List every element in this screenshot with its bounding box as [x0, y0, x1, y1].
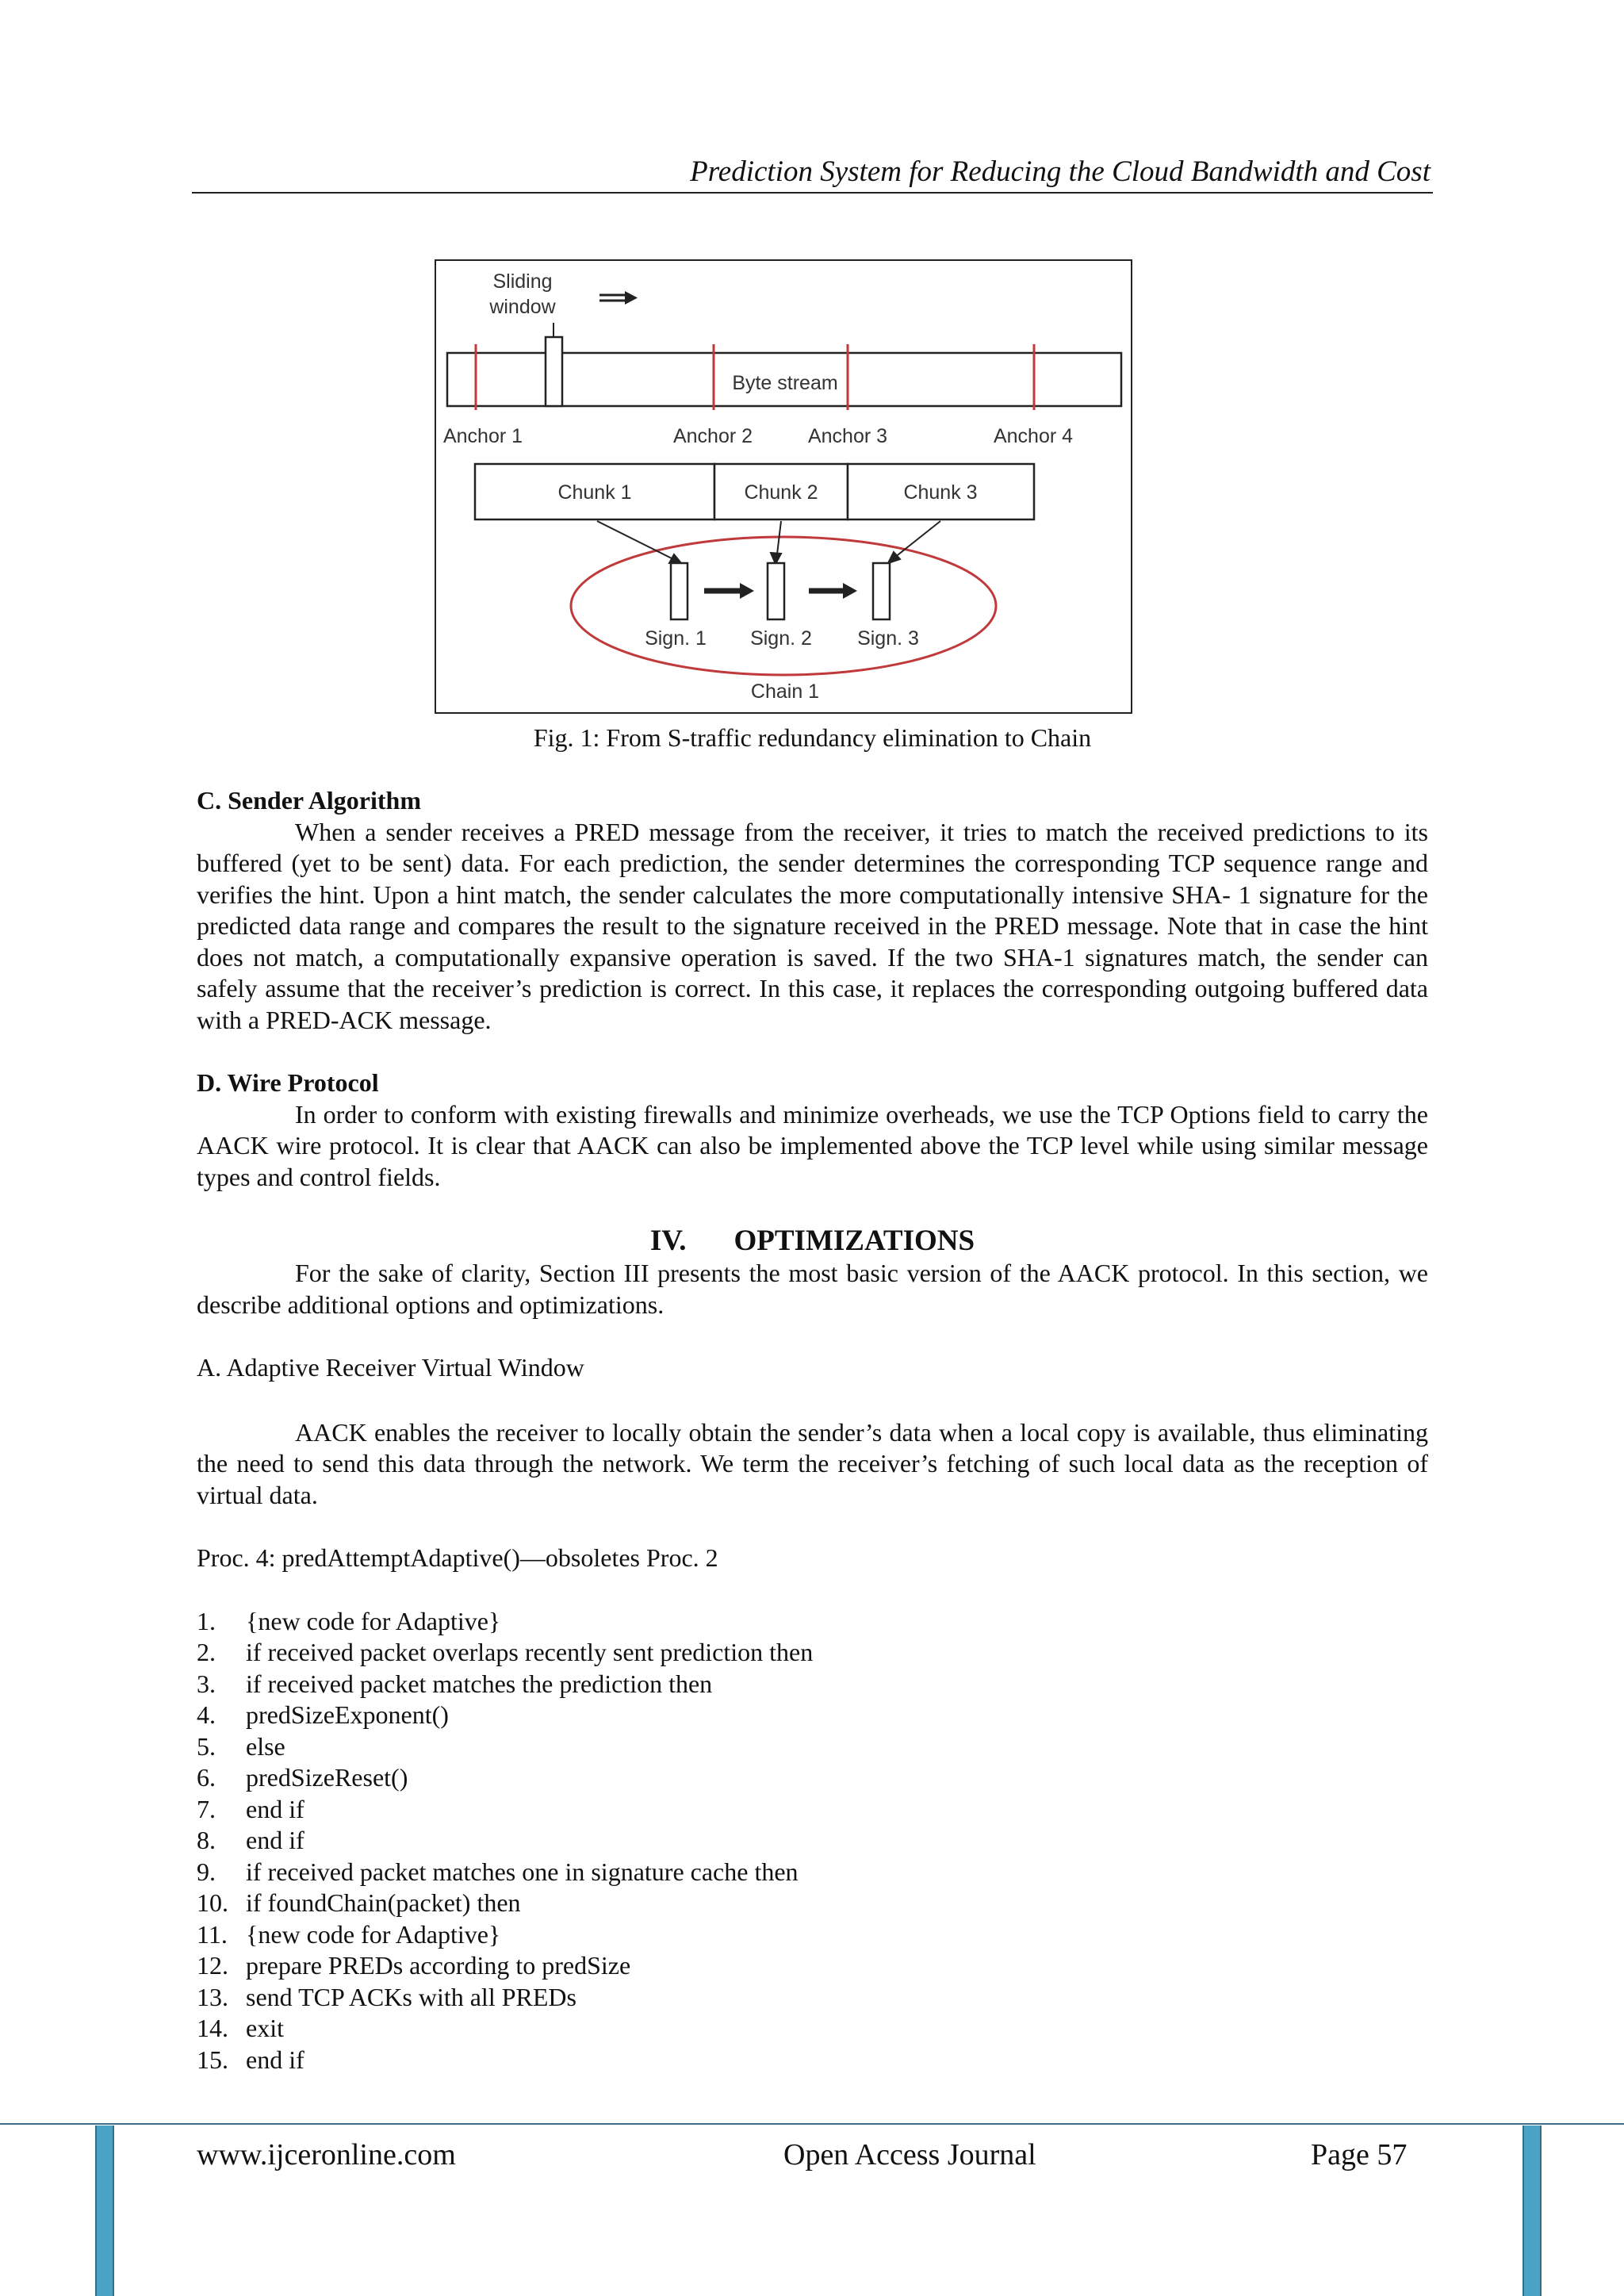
header-rule — [192, 192, 1433, 194]
procedure-step: 12. prepare PREDs according to predSize — [197, 1951, 631, 1980]
signature-box-2 — [768, 563, 784, 619]
section-heading-optimizations — [197, 1225, 1428, 1258]
procedure-step: 7. end if — [197, 1794, 304, 1823]
footer-bar-right — [1522, 2125, 1542, 2296]
heading-wire-protocol: D. Wire Protocol — [197, 1068, 379, 1097]
procedure-step: 4. predSizeExponent() — [197, 1700, 449, 1729]
byte-stream-label: Byte stream — [732, 372, 838, 394]
section-title: OPTIMIZATIONS — [733, 1225, 975, 1257]
paragraph-optimizations-intro: For the sake of clarity, Section III presents the most basic version of the AACK protocol. In this section, we describe additional options and optimizations. — [197, 1259, 1428, 1319]
footer-page-number: Page 57 — [1311, 2138, 1408, 2171]
procedure-step: 15. end if — [197, 2045, 304, 2074]
chunk-label-2: Chunk 2 — [744, 481, 818, 504]
signature-label-3: Sign. 3 — [857, 627, 919, 650]
footer-journal: Open Access Journal — [783, 2138, 1036, 2171]
running-title: Prediction System for Reducing the Cloud Bandwidth and Cost — [690, 155, 1431, 188]
procedure-step: 2. if received packet overlaps recently sent prediction then — [197, 1638, 814, 1666]
signature-label-2: Sign. 2 — [750, 627, 812, 650]
procedure-steps — [197, 1606, 1428, 2076]
chunk-label-1: Chunk 1 — [557, 481, 632, 504]
paragraph-wire-protocol: In order to conform with existing firewalls and minimize overheads, we use the TCP Options field to carry the AACK wire protocol. It is clear that AACK can also be implemented above the TCP level while using similar message types and control fields. — [197, 1099, 1428, 1191]
signature-box-3 — [873, 563, 890, 619]
figure-chain-diagram — [435, 259, 1132, 714]
procedure-step: 6. predSizeReset() — [197, 1763, 408, 1792]
procedure-title: Proc. 4: predAttemptAdaptive()—obsoletes Proc. 2 — [197, 1543, 718, 1572]
procedure-step: 13. send TCP ACKs with all PREDs — [197, 1982, 576, 2011]
procedure-step: 1. {new code for Adaptive} — [197, 1606, 501, 1635]
section-number: IV. — [649, 1225, 687, 1257]
sliding-window-marker — [546, 337, 562, 406]
signature-label-1: Sign. 1 — [645, 627, 707, 650]
footer-rule — [0, 2123, 1624, 2125]
anchor-label-1: Anchor 1 — [442, 425, 523, 447]
chain-label: Chain 1 — [750, 680, 820, 703]
anchor-label-3: Anchor 3 — [807, 425, 888, 447]
anchor-label-4: Anchor 4 — [993, 425, 1074, 447]
signature-box-1 — [671, 563, 688, 619]
procedure-step: 11. {new code for Adaptive} — [197, 1919, 501, 1949]
anchor-label-2: Anchor 2 — [672, 425, 753, 447]
heading-sender-algorithm: C. Sender Algorithm — [197, 786, 421, 815]
procedure-step: 8. end if — [197, 1826, 304, 1854]
paragraph-sender-algorithm: When a sender receives a PRED message from the receiver, it tries to match the received predictions to its buffered (yet to be sent) data. For each prediction, the sender determines the corresponding TCP sequence range and verifies the hint. Upon a hint match, the sender calculates the more computationally intensive SHA- 1 signature for the predicted data range and compares the result to the signature received in the PRED message. Note that in case the hint does not match, a computationally expansive operation is saved. If the two SHA-1 signatures match, the sender can safely assume that the receiver’s prediction is correct. In this case, it replaces the corresponding outgoing buffered data with a PRED-ACK message. — [197, 817, 1428, 1034]
procedure-step: 3. if received packet matches the prediction then — [197, 1669, 713, 1698]
procedure-step: 10. if foundChain(packet) then — [197, 1888, 521, 1917]
procedure-step: 9. if received packet matches one in signature cache then — [197, 1857, 799, 1886]
chunk-label-3: Chunk 3 — [903, 481, 978, 504]
body-text — [197, 785, 1428, 2076]
sliding-window-label-2: window — [489, 296, 556, 318]
paragraph-adaptive-window: AACK enables the receiver to locally obtain the sender’s data when a local copy is available, thus eliminating the need to send this data through the network. We term the receiver’s fetching of such local data as the reception of virtual data. — [197, 1417, 1428, 1509]
figure-caption: Fig. 1: From S-traffic redundancy elimination to Chain — [533, 723, 1092, 752]
procedure-step: 14. exit — [197, 2014, 284, 2042]
heading-adaptive-window: A. Adaptive Receiver Virtual Window — [197, 1353, 584, 1382]
sliding-window-label-1: Sliding — [492, 270, 553, 293]
footer-website: www.ijceronline.com — [197, 2138, 456, 2171]
footer-bar-left — [95, 2125, 114, 2296]
procedure-step: 5. else — [197, 1731, 285, 1761]
